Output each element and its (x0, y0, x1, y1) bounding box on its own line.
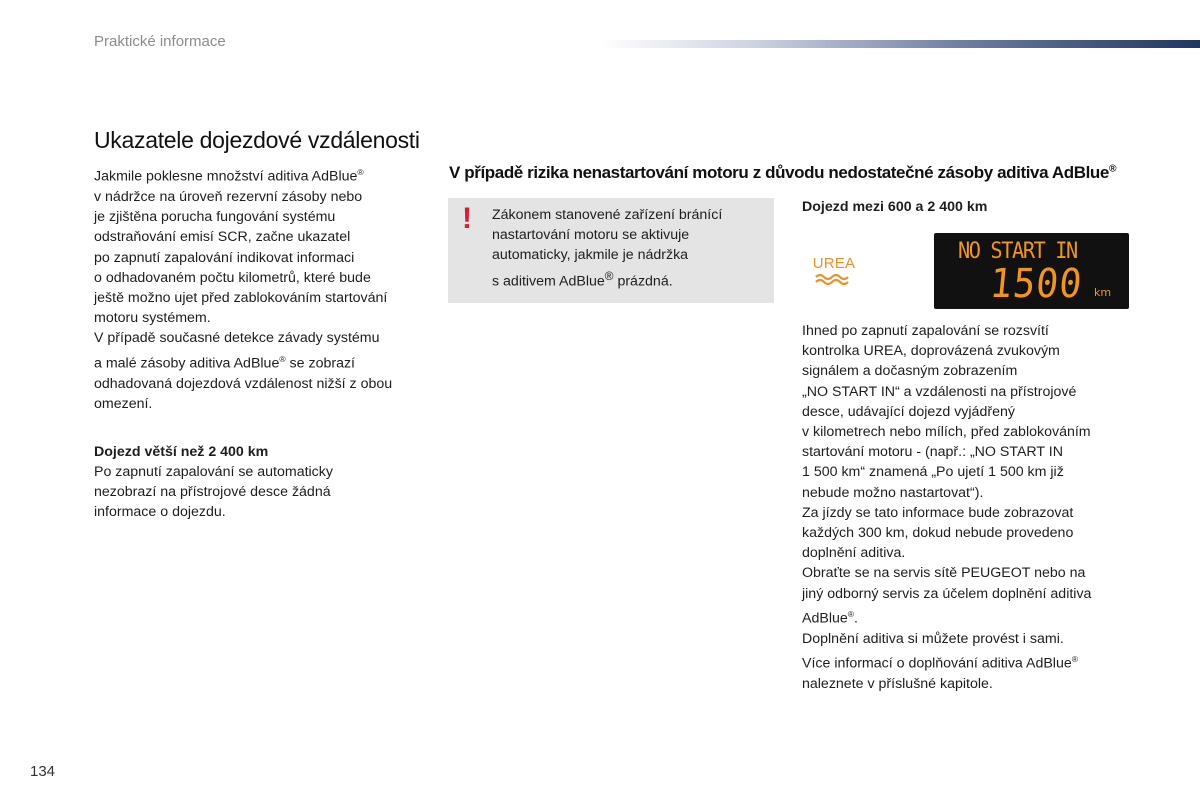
text-line: jiný odborný servis za účelem doplnění aditiva (802, 585, 1092, 602)
range-paragraph-over-2400 (94, 462, 424, 523)
text-line: desce, udávající dojezd vyjádřený (802, 403, 1015, 420)
text-line: 1 500 km“ znamená „Po ujetí 1 500 km již (802, 464, 1064, 481)
text-line: Doplnění aditiva si můžete provést i sami. (802, 630, 1064, 647)
text-line: v kilometrech nebo mílích, před zablokováním (802, 424, 1091, 441)
exclamation-icon: ! (462, 202, 472, 235)
text-line: „NO START IN“ a vzdálenosti na přístrojové (802, 383, 1077, 400)
display-unit: km (1094, 286, 1112, 299)
body-paragraph-600-2400 (802, 321, 1132, 694)
text-line: odstraňování emisí SCR, začne ukazatel (94, 229, 351, 246)
warning-text (492, 205, 767, 292)
text-line: automaticky, jakmile je nádržka (492, 247, 689, 264)
text-line: startování motoru - (např.: „NO START IN (802, 444, 1063, 461)
section-title-no-start-risk (449, 163, 1116, 183)
text-line: odhadovaná dojezdová vzdálenost nižší z obou (94, 375, 393, 392)
text-line: informace o dojezdu. (94, 504, 226, 521)
text-line: Za jízdy se tato informace bude zobrazovat (802, 504, 1074, 521)
text-line: Jakmile poklesne množství aditiva AdBlue® (94, 167, 364, 185)
text-line: a malé zásoby aditiva AdBlue® se zobrazí (94, 353, 356, 372)
section-title-text: V případě rizika nenastartování motoru z důvodu nedostatečné zásoby aditiva AdBlue (449, 163, 1109, 182)
text-line: Ihned po zapnutí zapalování se rozsvítí (802, 323, 1049, 339)
registered-mark: ® (604, 268, 614, 283)
text-line: AdBlue®. (802, 608, 858, 627)
registered-mark: ® (279, 353, 286, 364)
text-line: v nádržce na úroveň rezervní zásoby nebo (94, 188, 363, 205)
text-line: Zákonem stanovené zařízení bránící (492, 207, 723, 223)
text-line: signálem a dočasným zobrazením (802, 363, 1018, 380)
page-title: Ukazatele dojezdové vzdálenosti (94, 127, 420, 153)
page-number: 134 (30, 763, 56, 780)
text-line: nastartování motoru se aktivuje (492, 227, 690, 244)
text-line: každých 300 km, dokud nebude provedeno (802, 525, 1074, 542)
text-line: kontrolka UREA, doprovázená zvukovým (802, 343, 1060, 360)
text-line: Po zapnutí zapalování se automaticky (94, 464, 333, 480)
text-line: V případě současné detekce závady systému (94, 330, 380, 347)
display-range-value: 1500 (987, 261, 1085, 307)
section-header: Praktické informace (94, 33, 226, 50)
urea-waves-icon (814, 273, 854, 285)
text-line: omezení. (94, 395, 153, 412)
registered-mark: ® (1108, 163, 1117, 175)
text-line: nebude možno nastartovat“). (802, 484, 984, 501)
text-line: o odhadovaném počtu kilometrů, které bude (94, 269, 371, 286)
text-line: Obraťte se na servis sítě PEUGEOT nebo na (802, 565, 1086, 582)
intro-paragraph (94, 162, 424, 414)
text-line: je zjištěna porucha fungování systému (94, 209, 336, 226)
urea-label: UREA (812, 255, 856, 272)
text-line: naleznete v příslušné kapitole. (802, 675, 993, 692)
text-line: nezobrazí na přístrojové desce žádná (94, 484, 331, 501)
display-message: NO START IN (958, 239, 1077, 264)
text-line: Více informací o doplňování aditiva AdBlue® (802, 653, 1078, 672)
urea-warning-lamp (809, 255, 859, 285)
range-heading-600-2400: Dojezd mezi 600 a 2 400 km (802, 199, 988, 215)
text-line: po zapnutí zapalování indikovat informaci (94, 249, 355, 266)
registered-mark: ® (847, 608, 855, 619)
range-heading-over-2400: Dojezd větší než 2 400 km (94, 444, 269, 460)
instrument-display (934, 233, 1129, 309)
registered-mark: ® (1071, 653, 1078, 664)
registered-mark: ® (357, 167, 364, 177)
warning-note (448, 198, 774, 303)
text-line: ještě možno ujet před zablokováním startování (94, 289, 388, 306)
text-line: s aditivem AdBlue® prázdná. (492, 268, 673, 290)
text-line: doplnění aditiva. (802, 545, 906, 562)
header-gradient-bar (600, 40, 1200, 48)
text-line: motoru systémem. (94, 310, 211, 327)
